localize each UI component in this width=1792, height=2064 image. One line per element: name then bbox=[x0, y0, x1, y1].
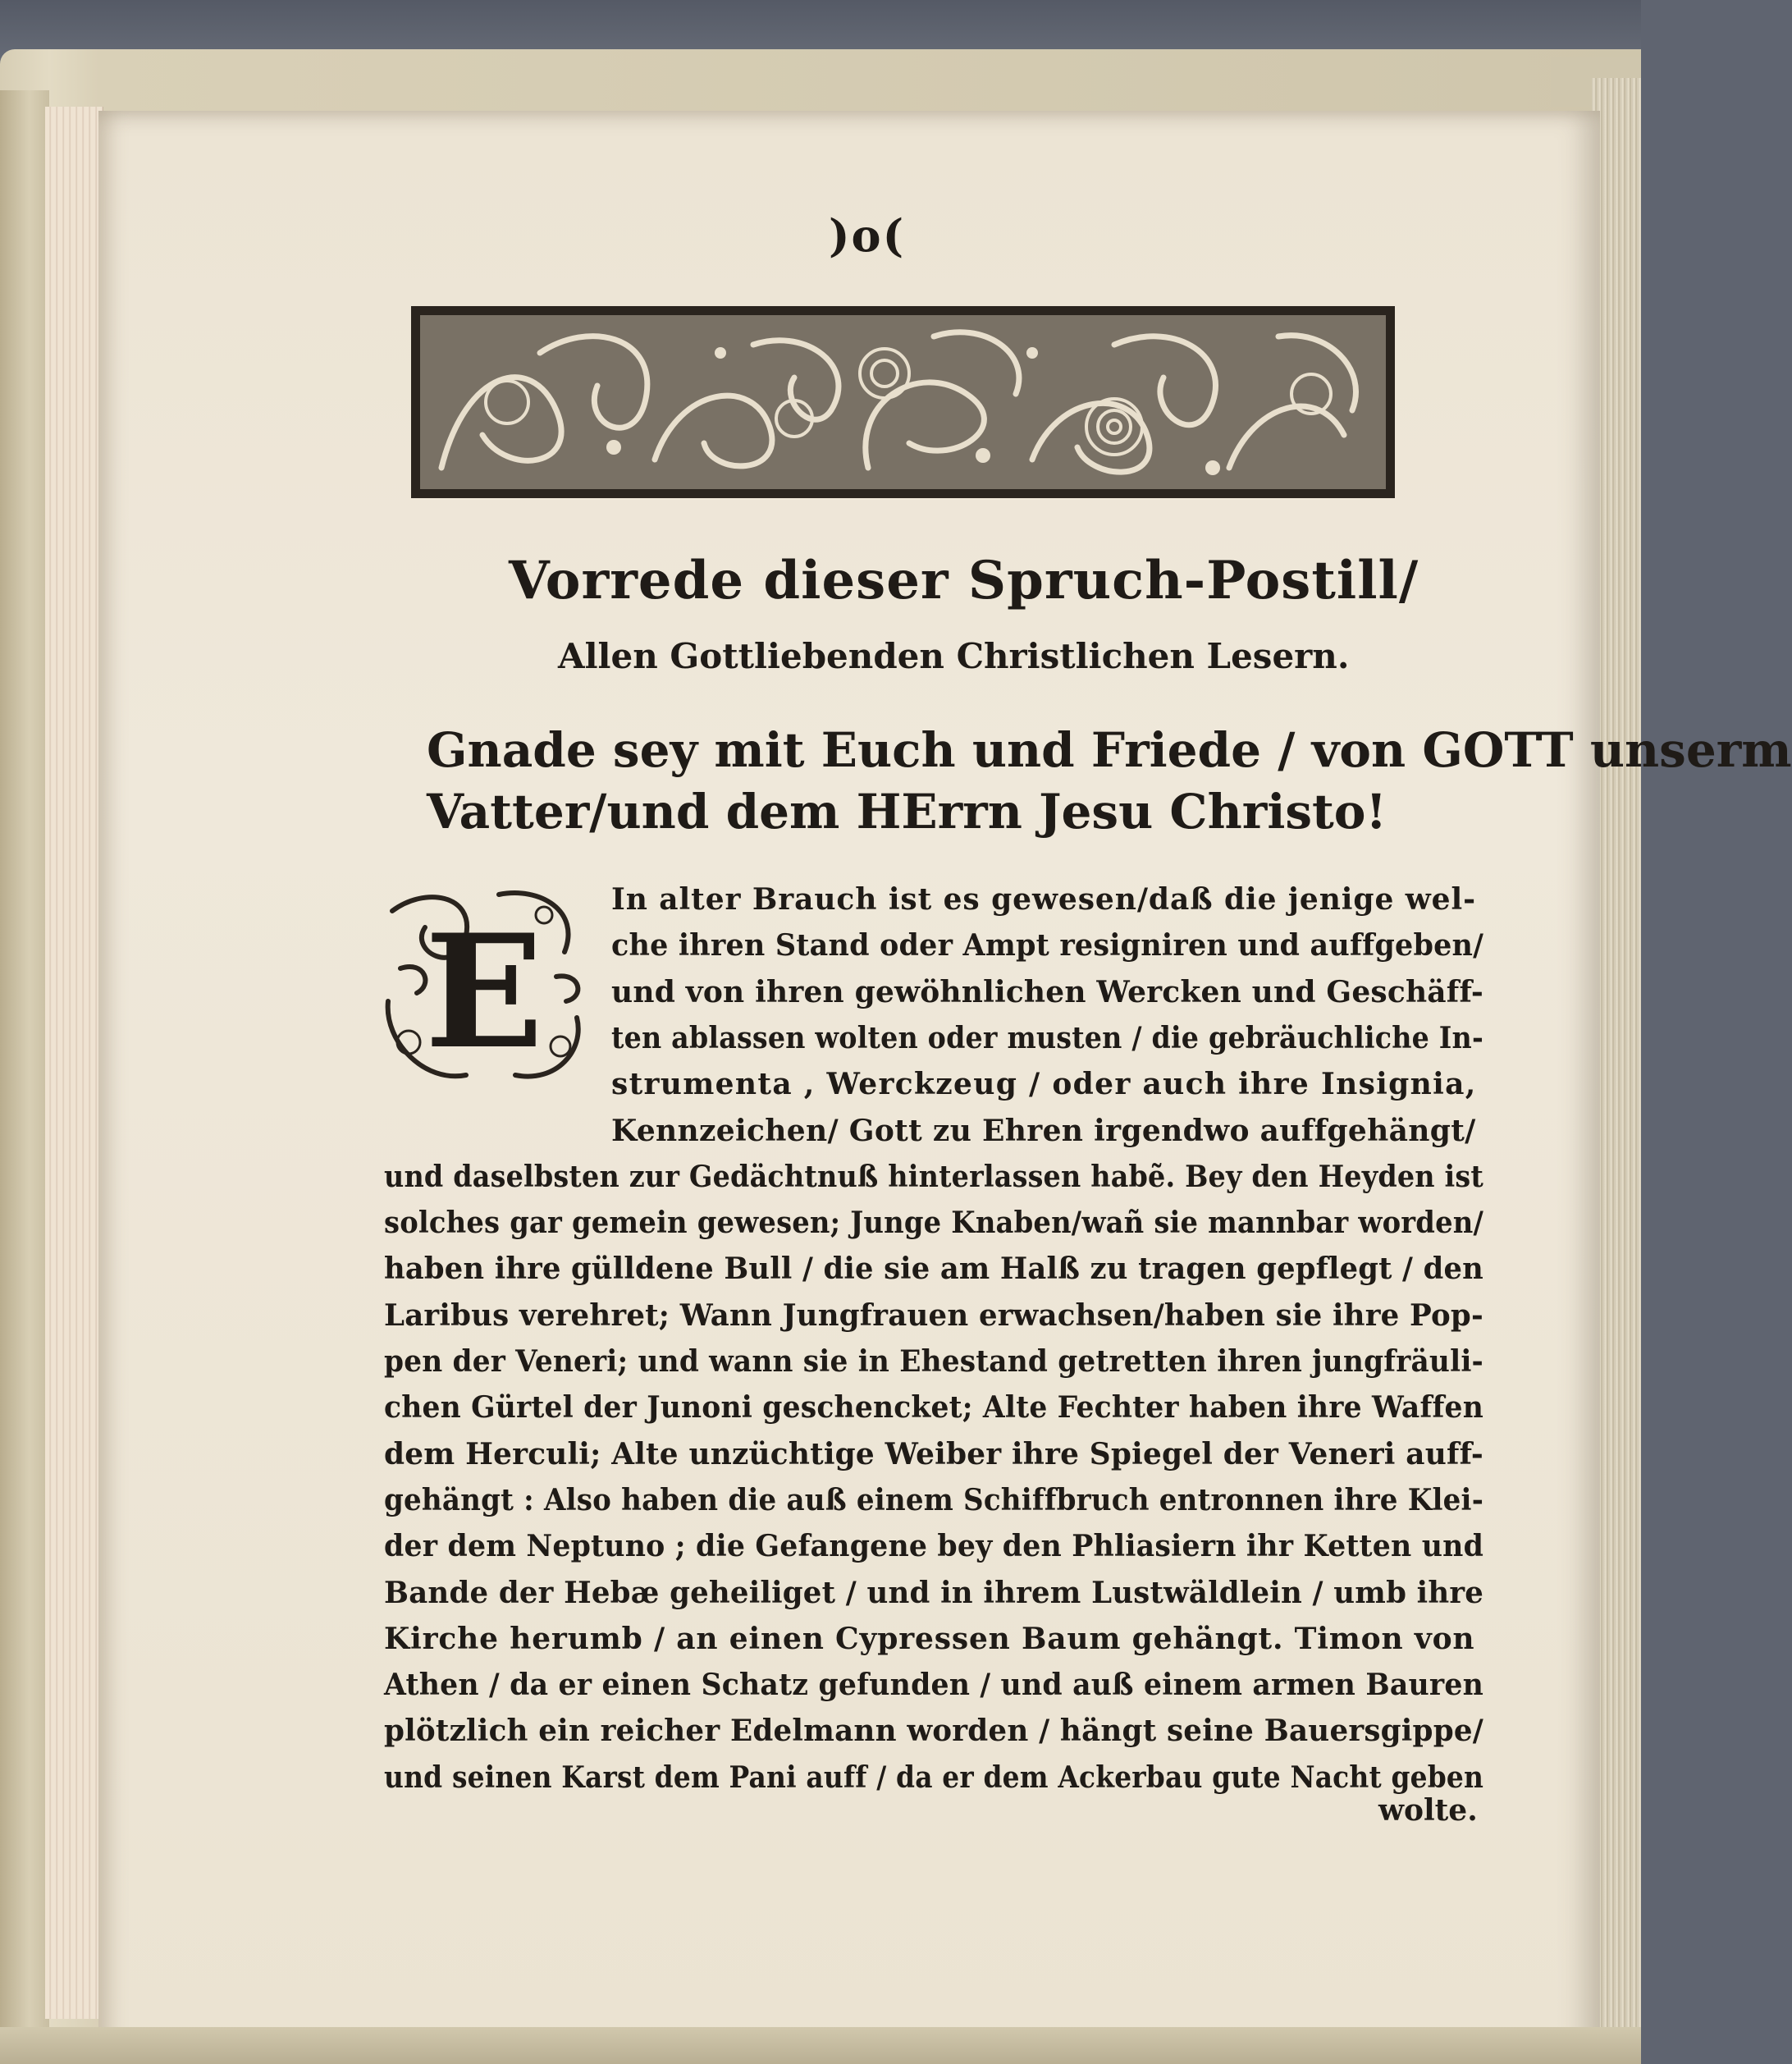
body-line: der dem Neptuno ; die Gefangene bey den Phliasiern ihr Ketten und bbox=[384, 1529, 1484, 1564]
body-line: Laribus verehret; Wann Jungfrauen erwachsen/haben sie ihre Pop- bbox=[384, 1297, 1483, 1333]
body-line: pen der Veneri; und wann sie in Ehestand getretten ihren jungfräuli- bbox=[384, 1344, 1483, 1379]
initial-letter: E bbox=[424, 900, 544, 1083]
left-page-edges bbox=[45, 107, 103, 2019]
body-line: In alter Brauch ist es gewesen/daß die jenige wel- bbox=[611, 882, 1476, 917]
body-line: solches gar gemein gewesen; Junge Knaben/wañ sie mannbar worden/ bbox=[384, 1206, 1483, 1241]
preface-title: Vorrede dieser Spruch-Postill/ bbox=[509, 550, 1419, 611]
body-line: gehängt : Also haben die auß einem Schiffbruch entronnen ihre Klei- bbox=[384, 1482, 1484, 1517]
body-line: chen Gürtel der Junoni geschencket; Alte Fechter haben ihre Waffen bbox=[384, 1390, 1483, 1426]
ornament-headpiece-icon bbox=[409, 304, 1397, 501]
greeting-line-1: Gnade sey mit Euch und Friede / von GOTT unserm bbox=[427, 722, 1792, 778]
body-line: plötzlich ein reicher Edelmann worden / hängt seine Bauersgippe/ bbox=[384, 1714, 1483, 1749]
body-line: Kennzeichen/ Gott zu Ehren irgendwo auffgehängt/ bbox=[611, 1113, 1476, 1148]
binding-bottom bbox=[0, 2027, 1641, 2064]
body-line: strumenta , Werckzeug / oder auch ihre Insignia, bbox=[611, 1067, 1477, 1102]
decorated-initial-icon bbox=[376, 878, 593, 1100]
body-line: che ihren Stand oder Ampt resigniren und auffgeben/ bbox=[611, 928, 1484, 963]
preface-dedication: Allen Gottliebenden Christlichen Lesern. bbox=[558, 636, 1350, 676]
body-line: Athen / da er einen Schatz gefunden / und auß einem armen Bauren bbox=[384, 1668, 1484, 1703]
body-line: und seinen Karst dem Pani auff / da er dem Ackerbau gute Nacht geben bbox=[384, 1760, 1484, 1795]
body-line: Kirche herumb / an einen Cypressen Baum gehängt. Timon von bbox=[384, 1621, 1475, 1656]
body-line: ten ablassen wolten oder musten / die gebräuchliche In- bbox=[611, 1020, 1483, 1055]
greeting-line-2: Vatter/und dem HErrn Jesu Christo! bbox=[427, 784, 1387, 840]
body-line: und daselbsten zur Gedächtnuß hinterlassen habẽ. Bey den Heyden ist bbox=[384, 1159, 1484, 1194]
body-line: haben ihre gülldene Bull / die sie am Halß zu tragen gepflegt / den bbox=[384, 1252, 1483, 1287]
body-line: und von ihren gewöhnlichen Wercken und Geschäff- bbox=[611, 974, 1483, 1009]
closing-word: wolte. bbox=[1378, 1793, 1478, 1828]
binding-spine bbox=[0, 90, 49, 2064]
body-line: dem Herculi; Alte unzüchtige Weiber ihre Spiegel der Veneri auff- bbox=[384, 1436, 1484, 1471]
body-line: Bande der Hebæ geheiliget / und in ihrem Lustwäldlein / umb ihre bbox=[384, 1575, 1484, 1610]
header-mark: )o( bbox=[829, 209, 906, 262]
